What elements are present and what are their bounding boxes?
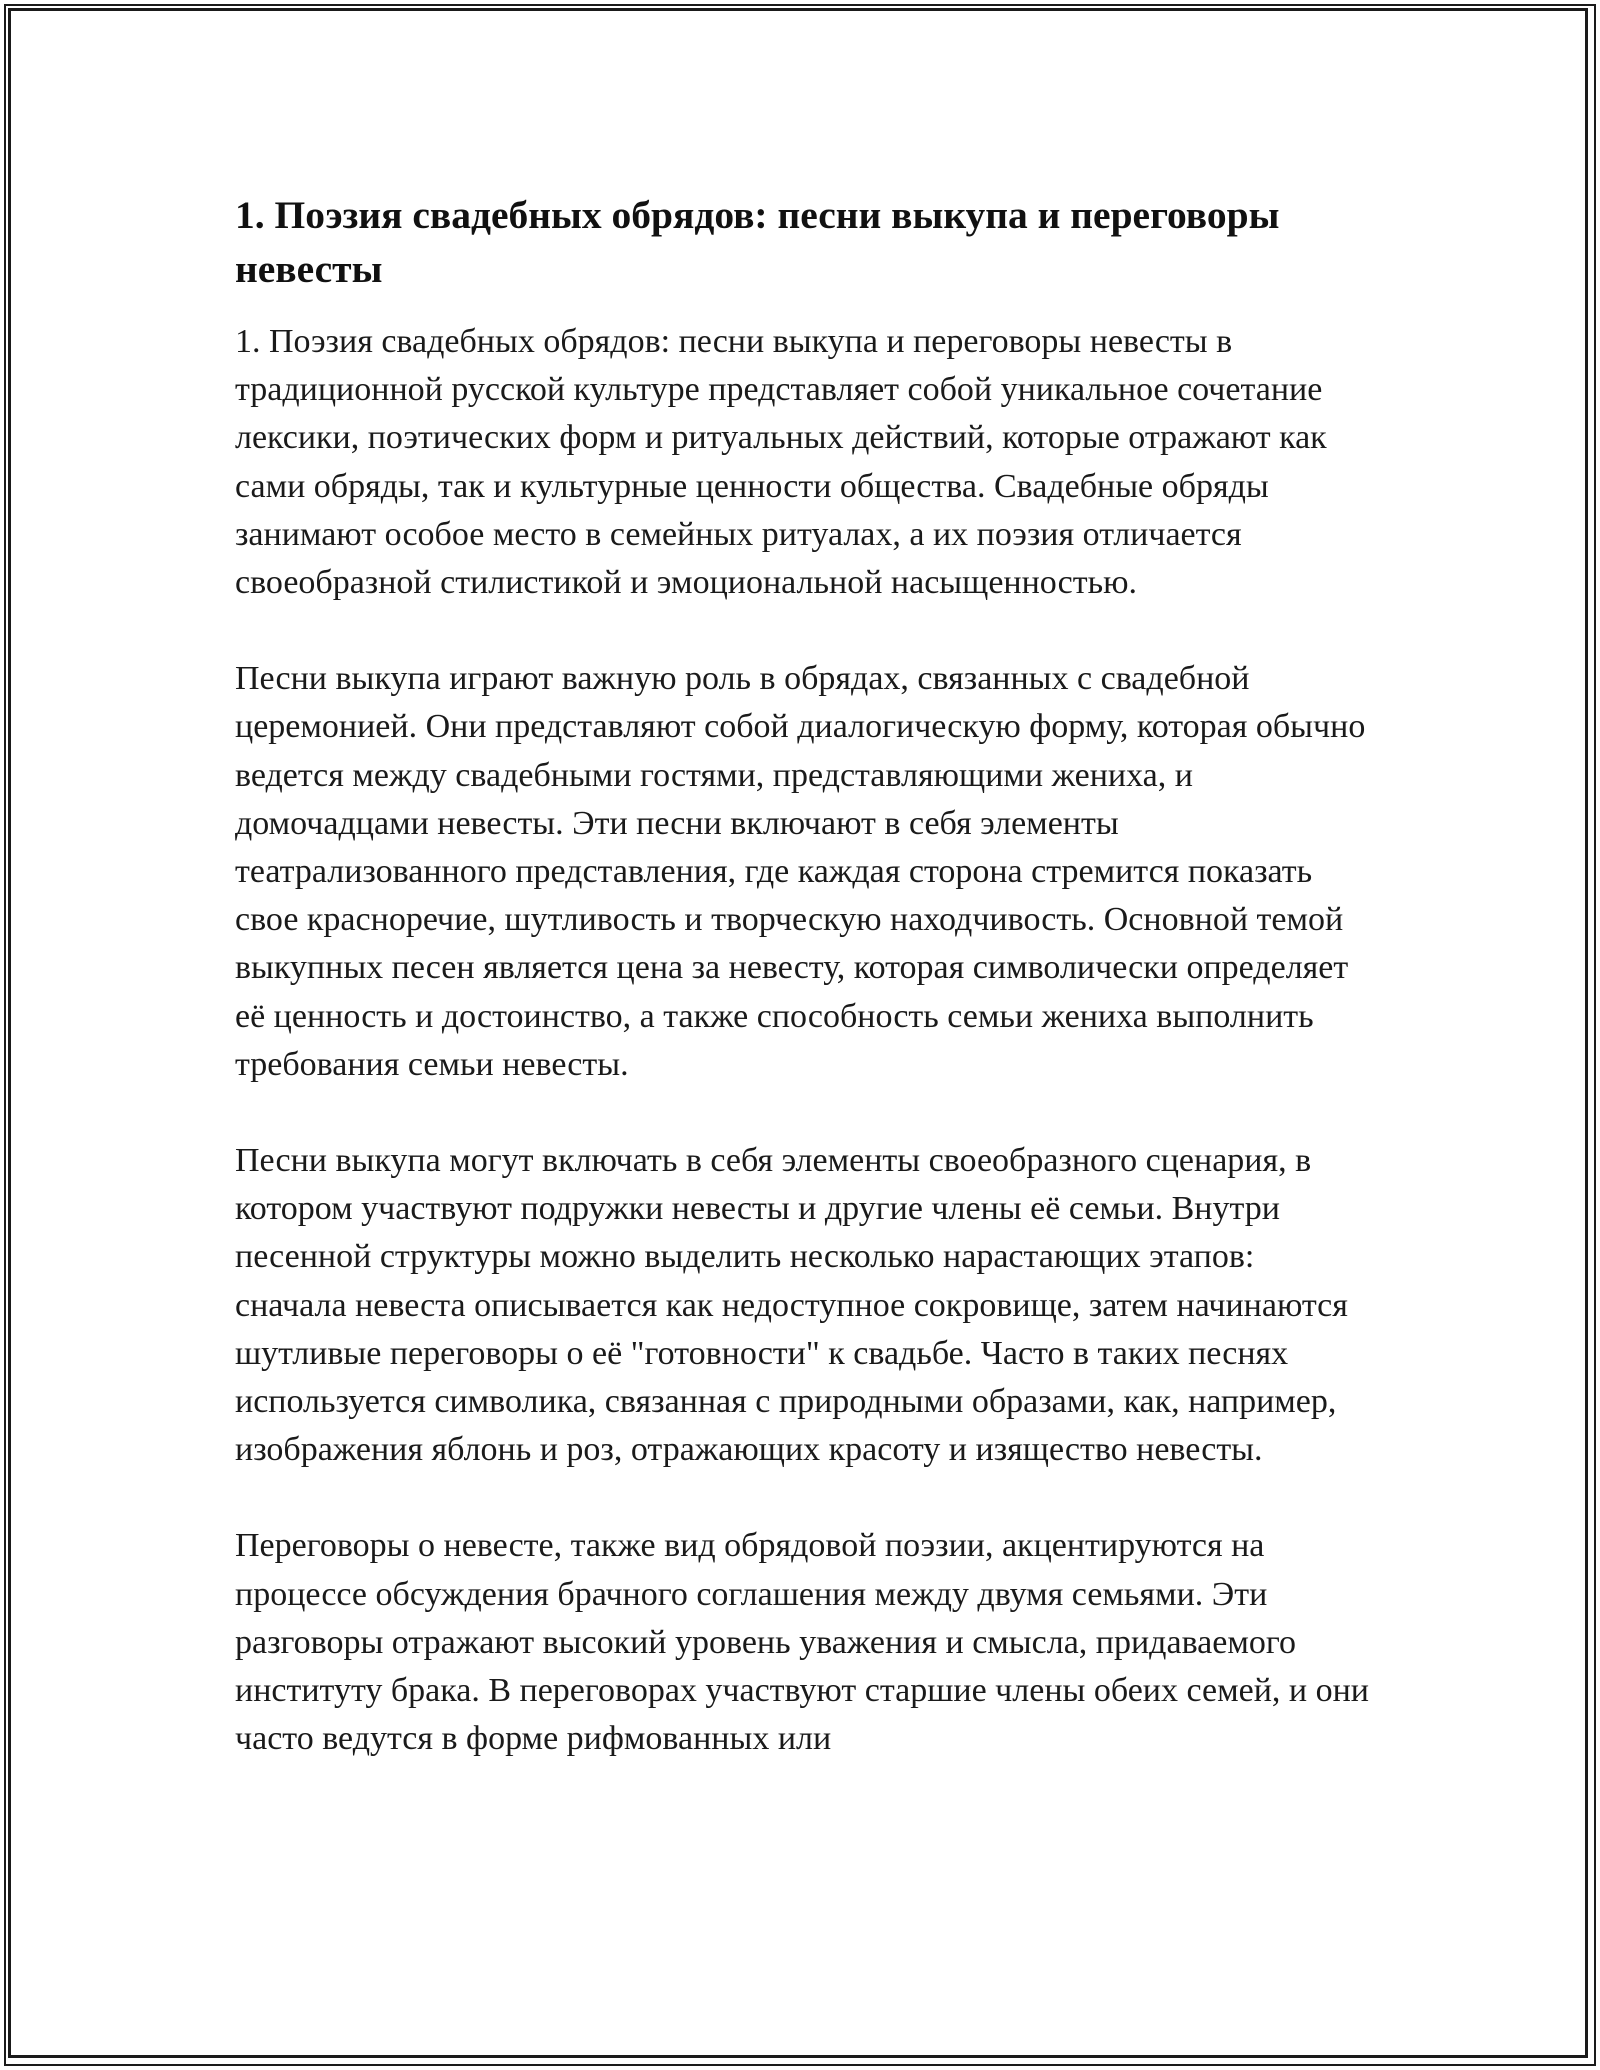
paragraph-negotiations: Переговоры о невесте, также вид обрядовой поэзии, акцентируются на процессе обсуждения брачного соглашения между двумя семьями. Эти разговоры отражают высокий уровень уважения и смысла, придаваемого институту брака. В переговорах участвуют старшие члены обеих семей, и они часто ведутся в форме рифмованных или (235, 1527, 1369, 1758)
paragraph-ransom-songs: Песни выкупа играют важную роль в обрядах, связанных с свадебной церемонией. Они представляют собой диалогическую форму, которая обычно ведется между свадебными гостями, представляющими жениха, и домочадцами невесты. Эти песни включают в себя элементы театрализованного представления, где каждая сторона стремится показать свое красноречие, шутливость и творческую находчивость. Основной темой выкупных песен является цена за невесту, которая символически определяет её ценность и достоинство, а также способность семьи жениха выполнить требования семьи невесты. (235, 660, 1366, 1083)
paragraph-intro: 1. Поэзия свадебных обрядов: песни выкупа и переговоры невесты в традиционной русской культуре представляет собой уникальное сочетание лексики, поэтических форм и ритуальных действий, которые отражают как сами обряды, так и культурные ценности общества. Свадебные обряды занимают особое место в семейных ритуалах, а их поэзия отличается своеобразной стилистикой и эмоциональной насыщенностью. (235, 323, 1327, 602)
section-heading: 1. Поэзия свадебных обрядов: песни выкупа и переговоры невесты (235, 193, 1280, 291)
document-body (235, 188, 1370, 1811)
paragraph-ransom-scenario: Песни выкупа могут включать в себя элементы своеобразного сценария, в котором участвуют подружки невесты и другие члены её семьи. Внутри песенной структуры можно выделить несколько нарастающих этапов: сначала невеста описывается как недоступное сокровище, затем начинаются шутливые переговоры о её "готовности" к свадьбе. Часто в таких песнях используется символика, связанная с природными образами, как, например, изображения яблонь и роз, отражающих красоту и изящество невесты. (235, 1142, 1348, 1469)
